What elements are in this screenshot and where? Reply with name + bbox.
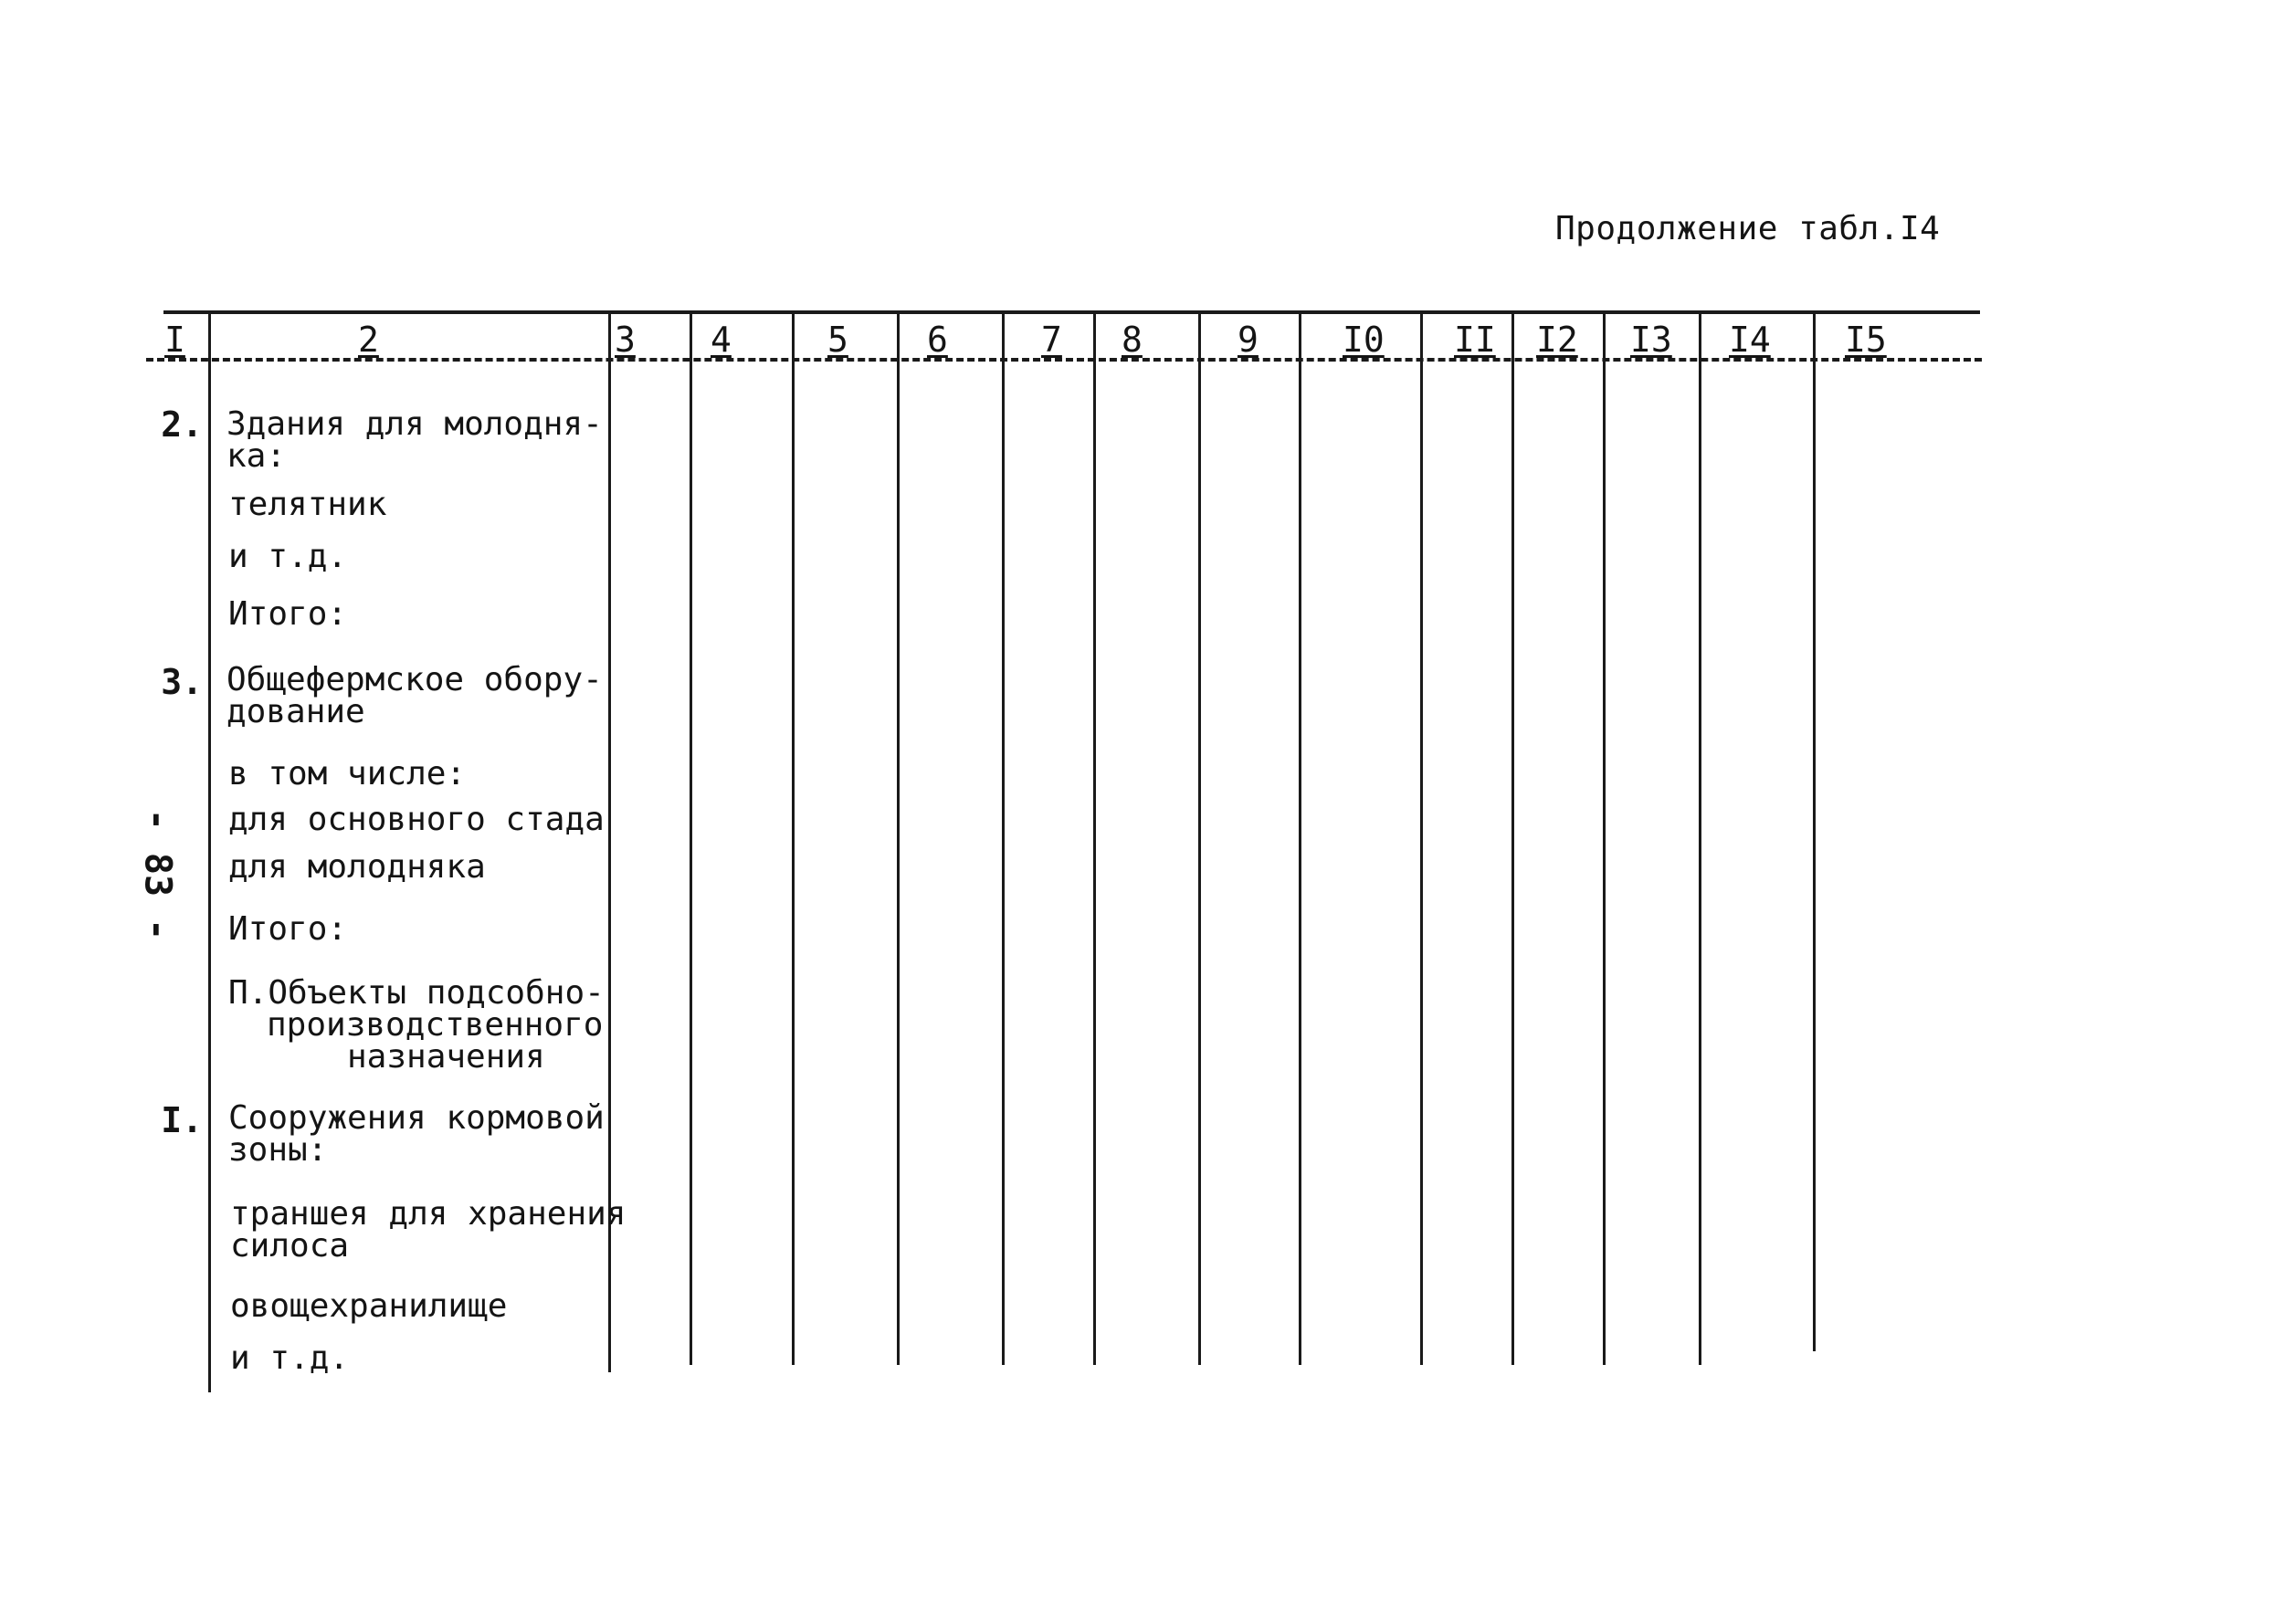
- row-number: 3.: [161, 662, 203, 702]
- row-label: и т.д.: [230, 1339, 350, 1377]
- column-header-8: 8: [1122, 320, 1143, 360]
- row-number: 2.: [161, 404, 203, 445]
- row-label: Здания для молодня-: [226, 405, 603, 443]
- column-header-13: I3: [1630, 320, 1672, 360]
- column-divider-1: [208, 310, 211, 1392]
- column-header-12: I2: [1536, 320, 1578, 360]
- column-header-14: I4: [1729, 320, 1771, 360]
- page-number: - 83 -: [136, 808, 179, 941]
- column-divider-9: [1299, 310, 1301, 1365]
- row-label: для молодняка: [228, 848, 486, 886]
- row-label: силоса: [230, 1227, 350, 1265]
- row-label: траншея для хранения: [230, 1195, 627, 1233]
- row-label: дование: [226, 693, 365, 730]
- row-label: Сооружения кормовой: [228, 1099, 605, 1137]
- column-header-11: II: [1454, 320, 1496, 360]
- column-divider-8: [1198, 310, 1201, 1365]
- column-divider-7: [1093, 310, 1096, 1365]
- column-header-5: 5: [827, 320, 848, 360]
- column-divider-6: [1002, 310, 1005, 1365]
- row-label: в том числе:: [228, 755, 467, 793]
- row-label: и т.д.: [228, 538, 348, 575]
- column-divider-12: [1603, 310, 1606, 1365]
- row-label: Итого:: [228, 910, 348, 948]
- column-header-3: 3: [615, 320, 636, 360]
- column-header-15: I5: [1845, 320, 1887, 360]
- row-label: овощехранилище: [230, 1287, 508, 1325]
- column-header-10: I0: [1343, 320, 1385, 360]
- row-label: ка:: [226, 437, 287, 475]
- column-divider-3: [690, 310, 692, 1365]
- column-divider-14: [1813, 310, 1816, 1351]
- row-label: Общефермское обору-: [226, 661, 603, 698]
- header-underline: [146, 358, 1982, 362]
- column-divider-13: [1699, 310, 1701, 1365]
- column-divider-5: [897, 310, 900, 1365]
- column-header-6: 6: [927, 320, 948, 360]
- column-divider-11: [1511, 310, 1514, 1365]
- row-label: для основного стада: [228, 801, 605, 838]
- column-header-4: 4: [711, 320, 732, 360]
- row-label: телятник: [228, 486, 387, 523]
- row-label: П.Объекты подсобно-: [228, 974, 605, 1012]
- column-header-7: 7: [1041, 320, 1062, 360]
- table-caption: Продолжение табл.I4: [1555, 210, 1941, 247]
- column-header-1: I: [164, 320, 185, 360]
- column-header-9: 9: [1238, 320, 1259, 360]
- row-label: зоны:: [228, 1131, 328, 1169]
- column-header-2: 2: [358, 320, 379, 360]
- row-label: Итого:: [228, 595, 348, 633]
- row-label: производственного: [267, 1006, 604, 1044]
- column-divider-4: [792, 310, 795, 1365]
- table-top-rule: [163, 310, 1980, 314]
- row-label: назначения: [347, 1038, 545, 1076]
- row-number: I.: [161, 1100, 203, 1140]
- column-divider-10: [1420, 310, 1423, 1365]
